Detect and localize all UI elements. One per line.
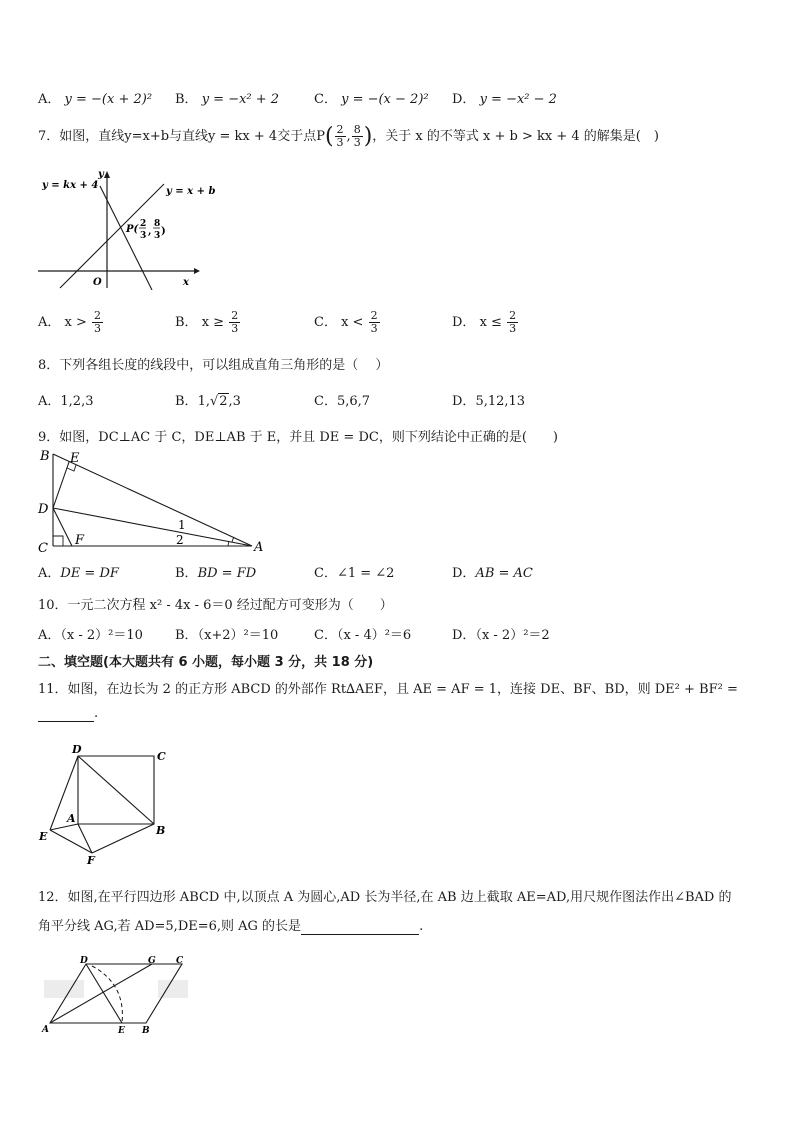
- label-f: F: [87, 854, 95, 866]
- option-letter: D．: [452, 628, 476, 643]
- q8-option-d[interactable]: [452, 390, 525, 409]
- option-letter: B．: [175, 315, 198, 330]
- option-letter: C．: [314, 315, 337, 330]
- option-text: 5,6,7: [336, 394, 371, 409]
- q6-option-d[interactable]: [452, 88, 557, 107]
- y-axis-arrow: [104, 171, 110, 178]
- option-letter: B．: [175, 92, 198, 107]
- segment-de: [86, 964, 122, 1023]
- label-f: F: [75, 533, 85, 548]
- q11-stem: 11．如图，在边长为 2 的正方形 ABCD 的外部作 Rt∆AEF，且 AE = AF = 1，连接 DE、BF、BD，则 DE² + BF² =: [38, 682, 738, 697]
- q9-figure: [36, 446, 268, 558]
- label-x-plus-b: y = x + b: [166, 186, 216, 197]
- svg-text:): ): [161, 226, 166, 237]
- q9-stem: 9．如图，DC⊥AC 于 C，DE⊥AB 于 E，并且 DE = DC，则下列结论中正确的是( ): [38, 430, 558, 445]
- q6-option-a[interactable]: [38, 88, 152, 107]
- option-text: ∠1 = ∠2: [336, 566, 395, 581]
- label-origin: O: [93, 277, 102, 288]
- svg-text:,: ,: [148, 226, 152, 237]
- label-b: B: [142, 1026, 150, 1034]
- q7-option-b[interactable]: B． x ≥ $\frac{2}{3}$: [175, 309, 239, 335]
- option-letter: A．: [38, 566, 61, 581]
- answer-blank[interactable]: [38, 706, 94, 722]
- label-d: D: [80, 956, 88, 966]
- option-letter: D．: [452, 92, 476, 107]
- option-text: （x+2）²＝10: [197, 628, 279, 643]
- q9-option-a[interactable]: [38, 562, 119, 581]
- segment-ef: [50, 830, 92, 853]
- option-text: DE = DF: [60, 566, 119, 581]
- option-letter: C．: [314, 394, 337, 409]
- option-letter: C．: [314, 628, 337, 643]
- option-text: 1,2,3: [60, 394, 94, 409]
- label-py-num: 8: [154, 219, 161, 229]
- option-text: （x - 2）²＝10: [60, 628, 143, 643]
- q8-option-b[interactable]: B．1,√2,3: [175, 394, 241, 409]
- label-d: D: [38, 502, 49, 517]
- q10-option-c[interactable]: [314, 624, 411, 643]
- q7-point-x: $\frac{2}{3}$: [336, 123, 344, 149]
- option-letter: D．: [452, 315, 476, 330]
- label-e: E: [39, 830, 48, 843]
- compass-arc: [92, 966, 122, 1023]
- label-c: C: [157, 750, 166, 763]
- label-d: D: [72, 743, 82, 756]
- q7-stem-prefix: 7．如图，直线y=x+b与直线y = kx + 4交于点P: [38, 129, 325, 144]
- option-text: x >: [64, 315, 87, 330]
- option-letter: B．: [175, 394, 198, 409]
- q10-stem: 10．一元二次方程 x² - 4x - 6＝0 经过配方可变形为（ ）: [38, 598, 393, 613]
- option-math: y = −x² − 2: [479, 92, 557, 107]
- option-text: BD = FD: [197, 566, 257, 581]
- q7-option-d[interactable]: D． x ≤ $\frac{2}{3}$: [452, 309, 517, 335]
- segment-df: [53, 508, 72, 546]
- segment-de: [53, 462, 69, 508]
- sqrt-radicand: 2: [219, 394, 228, 409]
- option-text: x <: [341, 315, 364, 330]
- q11-answer-line: [38, 706, 98, 722]
- option-text: x ≥: [201, 315, 225, 330]
- label-a: A: [254, 540, 264, 555]
- answer-blank[interactable]: [301, 919, 419, 935]
- option-text: x ≤: [479, 315, 502, 330]
- option-text-post: ,3: [228, 394, 241, 409]
- option-text: （x - 4）²＝6: [336, 628, 412, 643]
- option-letter: D．: [452, 566, 476, 581]
- q7-stem: 7．如图，直线y=x+b与直线y = kx + 4交于点P( $\frac{2}{3}$ , $\frac{8}{3}$ )，关于 x 的不等式 x + b > kx + 4 的解集是( ): [38, 123, 659, 149]
- option-letter: C．: [314, 92, 337, 107]
- q12-stem-line2: [38, 915, 423, 935]
- option-letter: C．: [314, 566, 337, 581]
- option-letter: B．: [175, 566, 198, 581]
- label-kx-plus-4: y = kx + 4: [42, 180, 99, 191]
- q9-option-b[interactable]: [175, 562, 256, 581]
- q7-point-y: $\frac{8}{3}$: [353, 123, 361, 149]
- option-letter: D．: [452, 394, 476, 409]
- option-math: y = −(x − 2)²: [341, 92, 429, 107]
- segment-bf: [92, 824, 154, 853]
- label-a: A: [67, 812, 76, 825]
- option-text-pre: 1,: [197, 394, 210, 409]
- q12-stem-line1: 12．如图,在平行四边形 ABCD 中,以顶点 A 为圆心,AD 长为半径,在 AB 边上截取 AE=AD,用尺规作图法作出∠BAD 的: [38, 890, 732, 905]
- label-angle-1: 1: [178, 518, 186, 532]
- label-y: y: [98, 169, 104, 180]
- option-letter: A．: [38, 315, 61, 330]
- label-px-num: 2: [140, 219, 147, 229]
- right-angle-c: [53, 536, 63, 546]
- q11-tail: .: [94, 706, 99, 721]
- label-point-p: P(: [126, 224, 139, 235]
- q12-tail: .: [419, 919, 424, 934]
- q10-option-b[interactable]: [175, 624, 278, 643]
- q6-option-b[interactable]: [175, 88, 279, 107]
- q6-option-c[interactable]: [314, 88, 429, 107]
- q8-stem: 8．下列各组长度的线段中，可以组成直角三角形的是（ ）: [38, 358, 389, 373]
- label-e: E: [70, 451, 80, 466]
- label-e: E: [118, 1026, 125, 1034]
- x-axis-arrow: [194, 268, 200, 274]
- option-text: 5,12,13: [475, 394, 526, 409]
- q10-option-d[interactable]: [452, 624, 550, 643]
- label-x: x: [183, 277, 189, 288]
- label-angle-2: 2: [176, 533, 184, 547]
- q11-figure: [36, 742, 166, 866]
- q9-option-c[interactable]: [314, 562, 394, 581]
- segment-db: [78, 756, 154, 824]
- label-b: B: [40, 449, 50, 464]
- option-text: AB = AC: [475, 566, 533, 581]
- q8-option-a[interactable]: [38, 390, 93, 409]
- q10-option-a[interactable]: [38, 624, 143, 643]
- scan-mark: [44, 980, 84, 998]
- q12-stem-text: 角平分线 AG,若 AD=5,DE=6,则 AG 的长是: [38, 919, 302, 934]
- label-c: C: [38, 541, 48, 556]
- option-math: y = −x² + 2: [201, 92, 280, 107]
- label-py-den: 3: [154, 231, 161, 241]
- option-math: y = −(x + 2)²: [64, 92, 153, 107]
- section-title-fill-in: 二、填空题(本大题共有 6 小题，每小题 3 分，共 18 分): [38, 655, 374, 670]
- q8-option-c[interactable]: [314, 390, 370, 409]
- option-letter: A．: [38, 628, 61, 643]
- q12-figure: [40, 954, 192, 1034]
- q7-stem-suffix: ，关于 x 的不等式 x + b > kx + 4 的解集是( ): [372, 129, 659, 144]
- q7-figure: [36, 166, 216, 290]
- option-letter: A．: [38, 92, 61, 107]
- label-b: B: [156, 824, 166, 837]
- option-letter: B．: [175, 628, 198, 643]
- q7-option-c[interactable]: C． x < $\frac{2}{3}$: [314, 309, 378, 335]
- q7-option-a[interactable]: A． x > $\frac{2}{3}$: [38, 309, 102, 335]
- label-c: C: [176, 956, 184, 966]
- option-text: （x - 2）²＝2: [475, 628, 550, 643]
- q9-option-d[interactable]: [452, 562, 533, 581]
- option-letter: A．: [38, 394, 61, 409]
- label-px-den: 3: [140, 231, 147, 241]
- label-a: A: [42, 1025, 49, 1034]
- label-g: G: [148, 956, 156, 966]
